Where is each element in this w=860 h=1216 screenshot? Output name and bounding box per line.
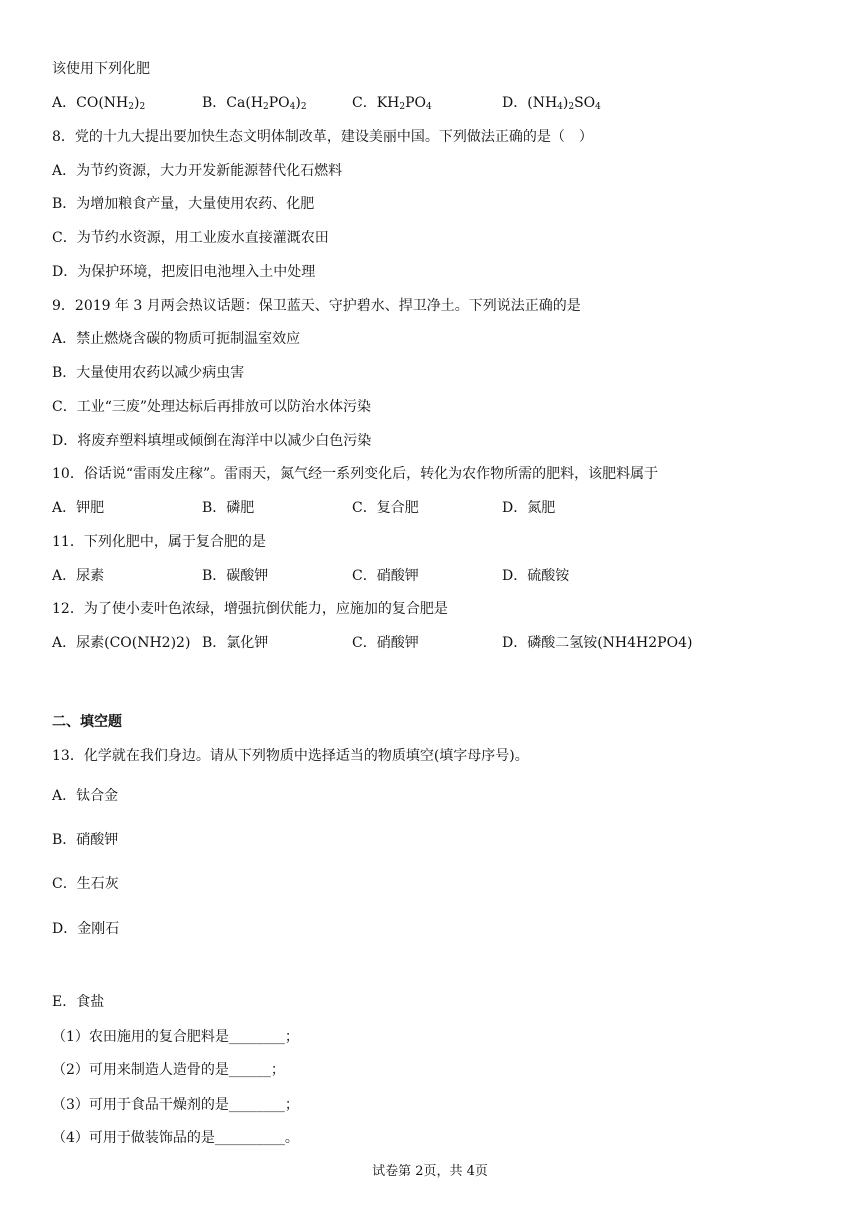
q9-option-b[interactable]: B．大量使用农药以减少病虫害 <box>52 365 245 381</box>
q11-option-c[interactable]: C．硝酸钾 <box>352 568 419 584</box>
q10-option-b[interactable]: B．磷肥 <box>202 500 255 516</box>
q12-options <box>52 633 812 653</box>
q10-option-a[interactable]: A．钾肥 <box>52 500 105 516</box>
q13-choice-e: E．食盐 <box>52 994 105 1010</box>
q13-blank-1[interactable]: （1）农田施用的复合肥料是________； <box>52 1029 299 1045</box>
q12-option-b[interactable]: B．氯化钾 <box>202 635 269 651</box>
q8-option-d[interactable]: D．为保护环境，把废旧电池埋入土中处理 <box>52 264 316 280</box>
q7-option-c[interactable]: C．$KH_2PO_4$ <box>352 95 432 112</box>
q11-option-d[interactable]: D．硫酸铵 <box>502 568 570 584</box>
q10-option-d[interactable]: D．氮肥 <box>502 500 556 516</box>
q9-stem: 9．2019 年 3 月两会热议话题：保卫蓝天、守护碧水、捍卫净土。下列说法正确的是 <box>52 298 581 314</box>
q11-option-a[interactable]: A．尿素 <box>52 568 105 584</box>
q8-option-c[interactable]: C．为节约水资源，用工业废水直接灌溉农田 <box>52 230 329 246</box>
q13-choice-d: D．金刚石 <box>52 921 120 937</box>
q13-blank-3[interactable]: （3）可用于食品干燥剂的是________； <box>52 1097 299 1113</box>
q8-option-b[interactable]: B．为增加粮食产量，大量使用农药、化肥 <box>52 196 315 212</box>
q10-option-c[interactable]: C．复合肥 <box>352 500 419 516</box>
section-heading: 二、填空题 <box>52 714 122 730</box>
q13-choice-b: B．硝酸钾 <box>52 832 119 848</box>
q7-option-b[interactable]: B．$Ca(H_2PO_4)_2$ <box>202 95 307 112</box>
q13-choice-a: A．钛合金 <box>52 788 119 804</box>
q10-options <box>52 498 812 518</box>
q8-stem: 8．党的十九大提出要加快生态文明体制改革，建设美丽中国。下列做法正确的是（ ） <box>52 129 593 145</box>
q12-option-c[interactable]: C．硝酸钾 <box>352 635 419 651</box>
q9-option-d[interactable]: D．将废弃塑料填埋或倾倒在海洋中以减少白色污染 <box>52 433 372 449</box>
q7-options <box>52 93 812 113</box>
q7-option-a[interactable]: A．$CO(NH_2)_2$ <box>52 95 146 112</box>
q7-option-d[interactable]: D．$(NH_4)_2SO_4$ <box>502 95 601 112</box>
q7-stem-tail: 该使用下列化肥 <box>52 61 150 77</box>
q10-stem: 10．俗话说“雷雨发庄稼”。雷雨天，氮气经一系列变化后，转化为农作物所需的肥料，该肥料属于 <box>52 466 659 482</box>
q9-option-a[interactable]: A．禁止燃烧含碳的物质可扼制温室效应 <box>52 331 301 347</box>
q11-options <box>52 566 812 586</box>
page-footer: 试卷第 2页，共 4页 <box>372 1164 488 1179</box>
q12-option-a[interactable]: A．尿素(CO(NH2)2) <box>52 635 191 651</box>
q13-choice-c: C．生石灰 <box>52 876 119 892</box>
q11-option-b[interactable]: B．碳酸钾 <box>202 568 269 584</box>
q13-blank-4[interactable]: （4）可用于做装饰品的是__________。 <box>52 1130 299 1146</box>
q13-blank-2[interactable]: （2）可用来制造人造骨的是______； <box>52 1062 285 1078</box>
q8-option-a[interactable]: A．为节约资源，大力开发新能源替代化石燃料 <box>52 163 343 179</box>
q11-stem: 11．下列化肥中，属于复合肥的是 <box>52 534 266 550</box>
q12-stem: 12．为了使小麦叶色浓绿，增强抗倒伏能力，应施加的复合肥是 <box>52 601 448 617</box>
q13-stem: 13．化学就在我们身边。请从下列物质中选择适当的物质填空(填字母序号)。 <box>52 748 529 764</box>
q9-option-c[interactable]: C．工业“三废”处理达标后再排放可以防治水体污染 <box>52 399 372 415</box>
q12-option-d[interactable]: D．磷酸二氢铵(NH4H2PO4) <box>502 635 693 651</box>
